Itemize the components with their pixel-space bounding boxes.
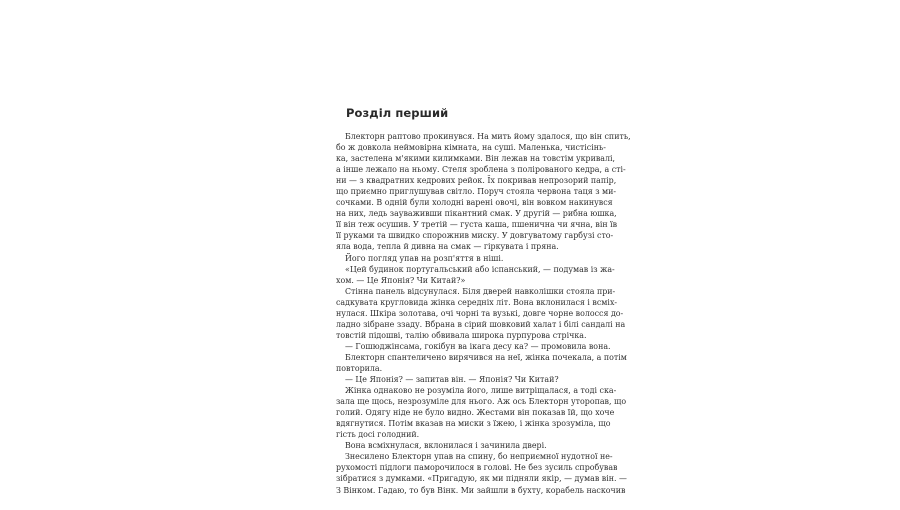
text-line: ни — з квадратних кедрових рейок. Їх покривав непрозорий папір, (336, 176, 617, 186)
text-line: З Вінком. Гадаю, то був Вінк. Ми зайшли в бухту, корабель наскочив (336, 485, 626, 495)
text-line: сочками. В одній були холодні варені овочі, він вовком накинувся (336, 198, 613, 208)
text-line: а інше лежало на ньому. Стеля зроблена з полірованого кедра, а сті- (336, 165, 626, 175)
text-line: ка, застелена м'якими килимками. Він лежав на товстім укривалі, (336, 154, 616, 164)
text-line: садкувата кругловида жінка середніх літ. Вона вклонилася і всміх- (336, 297, 618, 307)
text-line: Його погляд упав на розп'яття в ніші. (345, 253, 504, 263)
text-line: Блекторн раптово прокинувся. На мить йому здалося, що він спить, (345, 132, 631, 141)
text-line: «Цей будинок португальський або іспанський, — подумав із жа- (345, 264, 615, 274)
text-line: Знесилено Блекторн упав на спину, бо неприємної нудотної не- (345, 452, 613, 462)
text-line: рухомості підлоги паморочилося в голові. Не без зусиль спробував (336, 463, 618, 473)
text-line: — Гошюджінсама, гокібун ва ікага десу ка? — промовила вона. (345, 341, 611, 351)
text-line: Стінна панель відсунулася. Біля дверей навколішки стояла при- (345, 286, 616, 296)
text-line: — Це Японія? — запитав він. — Японія? Чи Китай? (345, 375, 559, 385)
text-line: голий. Одягу ніде не було видно. Жестами він показав їй, що хоче (336, 408, 615, 418)
text-line: ладно зібране ззаду. Вбрана в сірий шовковий халат і білі сандалі на (336, 319, 626, 329)
text-line: її руками та швидко спорожнив миску. У довгуватому гарбузі сто- (336, 231, 614, 241)
text-line: Вона всміхнулася, вклонилася і зачинила двері. (345, 441, 547, 451)
text-line: повторила. (336, 363, 383, 373)
text-line: нулася. Шкіра золотава, очі чорні та вузькі, довге чорне волосся до- (336, 308, 624, 318)
text-line: що приємно приглушував світло. Поруч стояла червона таця з ми- (336, 187, 617, 197)
chapter-title: Розділ перший (346, 106, 449, 120)
text-line: вдягнутися. Потім вказав на миски з їжею, і жінка зрозуміла, що (336, 419, 611, 429)
text-line: зібратися з думками. «Пригадую, як ми підняли якір, — думав він. — (336, 474, 627, 484)
text-line: товстій підошві, талію обвивала широка пурпурова стрічка. (336, 330, 587, 340)
text-line: хом. — Це Японія? Чи Китай?» (336, 275, 466, 285)
text-line: Жінка однаково не розуміла його, лише витріщалася, а тоді ска- (345, 386, 617, 396)
text-line: гість досі голодний. (336, 430, 420, 440)
text-line: яла вода, тепла й дивна на смак — гіркувата і пряна. (336, 242, 559, 252)
text-line: її він теж осушив. У третій — густа каша, пшенична чи ячна, він їв (336, 220, 618, 230)
text-line: на них, ледь зауваживши пікантний смак. У другій — рибна юшка, (336, 209, 617, 219)
text-line: зала ще щось, незрозуміле для нього. Аж ось Блекторн уторопав, що (336, 397, 627, 407)
chapter-text (336, 131, 631, 496)
text-line: Блекторн спантеличено вирячився на неї, жінка почекала, а потім (345, 352, 627, 362)
text-line: бо ж довкола неймовірна кімната, на суші. Маленька, чистісінь- (336, 143, 606, 153)
